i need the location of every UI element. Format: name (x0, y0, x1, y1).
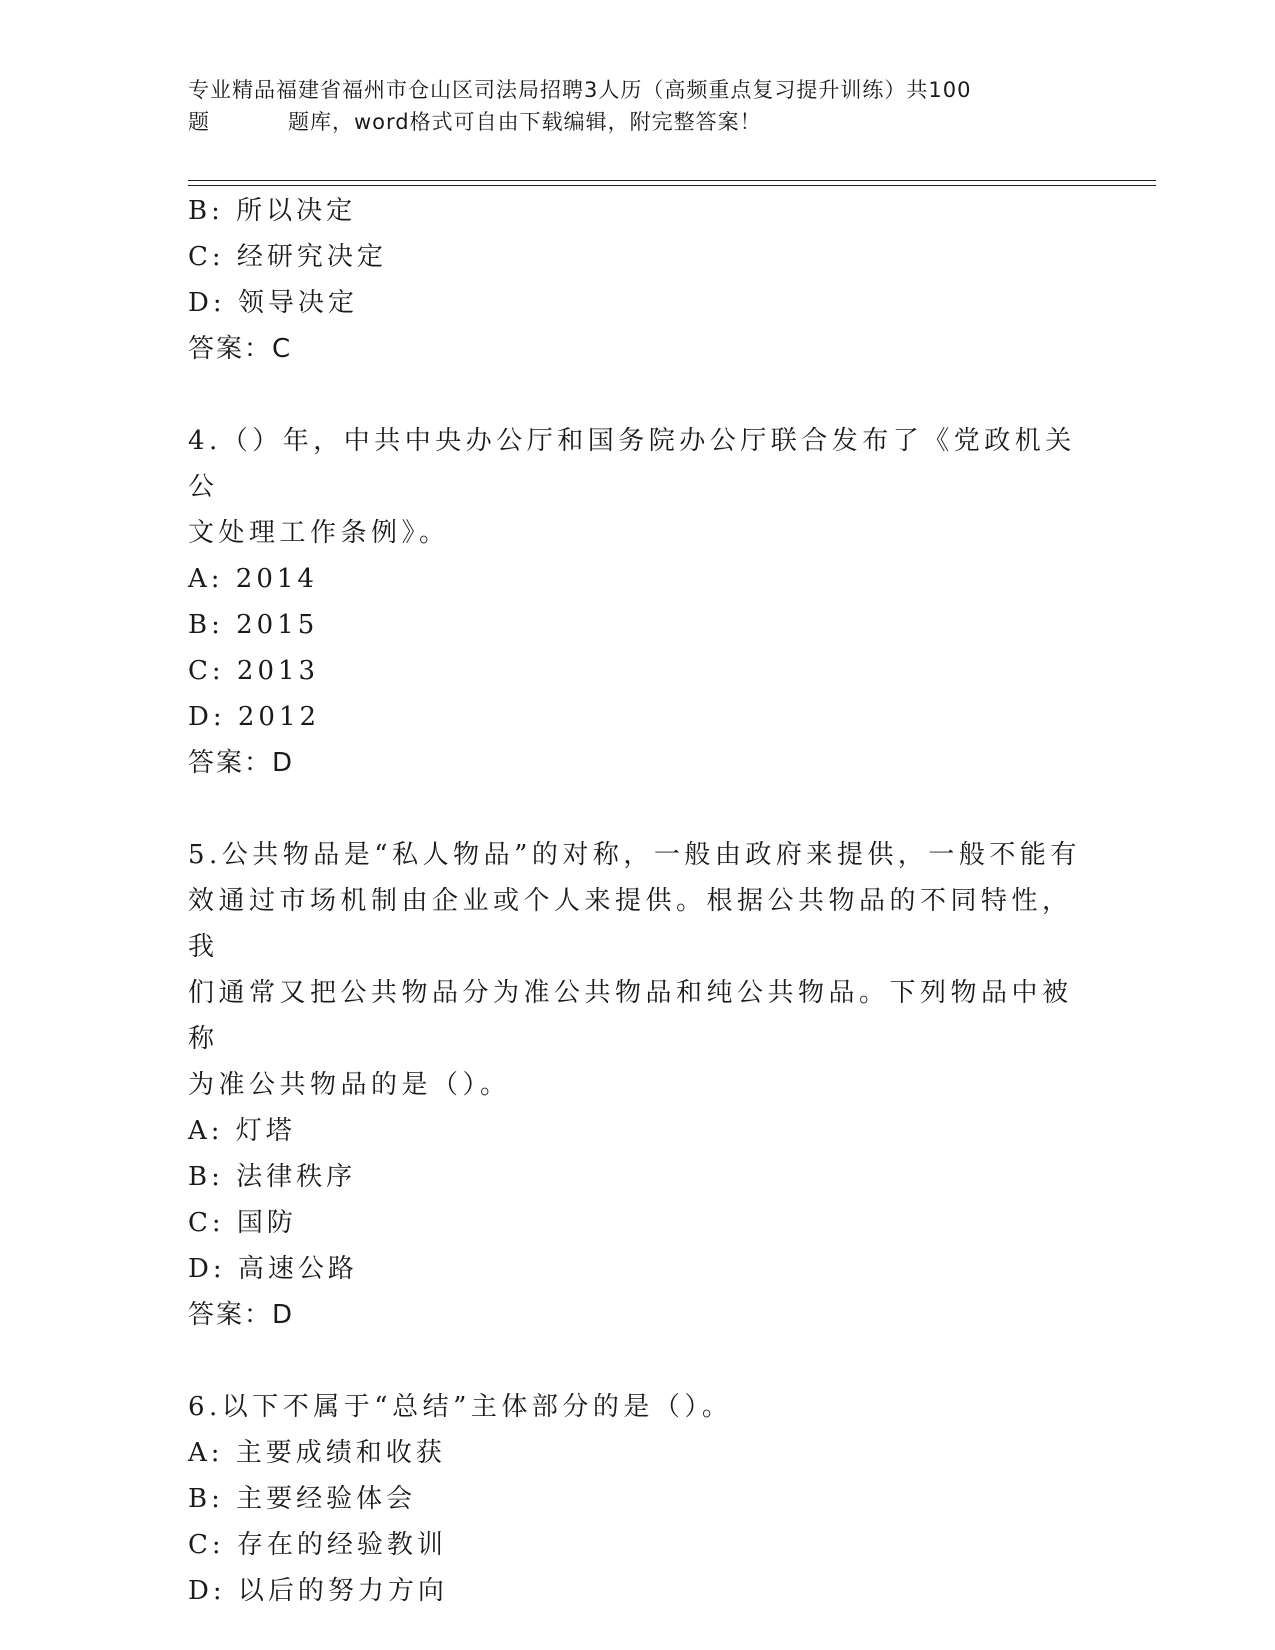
question-stem-line: 们通常又把公共物品分为准公共物品和纯公共物品。下列物品中被称 (188, 978, 1073, 1054)
question-stem-line: 4.（）年，中共中央办公厅和国务院办公厅联合发布了《党政机关公 (188, 426, 1076, 502)
header-divider-top (188, 180, 1156, 181)
question-stem-line: 6.以下不属于“总结”主体部分的是（）。 (188, 1392, 733, 1422)
option-a: A: 主要成绩和收获 (188, 1438, 446, 1468)
option-d: D: 以后的努力方向 (188, 1576, 448, 1606)
answer: 答案：C (188, 334, 293, 364)
spacer (188, 1338, 1088, 1384)
header-title-line2 (188, 106, 1088, 138)
document-header (188, 74, 1088, 138)
option-d: D: 高速公路 (188, 1254, 358, 1284)
question-stem (188, 418, 1088, 556)
header-title-line1: 专业精品福建省福州市仓山区司法局招聘3人历（高频重点复习提升训练）共100 (188, 78, 972, 102)
option-a: A: 2014 (188, 564, 318, 594)
question-stem-line: 为准公共物品的是（）。 (188, 1070, 511, 1100)
question-stem (188, 1384, 1088, 1430)
option-c: C: 经研究决定 (188, 242, 387, 272)
answer: 答案：D (188, 1300, 295, 1330)
option-c: C: 2013 (188, 656, 320, 686)
question-5 (188, 832, 1088, 1338)
question-6 (188, 1384, 1088, 1614)
spacer (188, 372, 1088, 418)
option-d: D: 2012 (188, 702, 321, 732)
spacer (188, 786, 1088, 832)
answer: 答案：D (188, 748, 295, 778)
question-list (188, 188, 1088, 1614)
option-a: A: 灯塔 (188, 1116, 296, 1146)
header-title-line2-lead: 题 (188, 110, 210, 134)
option-d: D: 领导决定 (188, 288, 358, 318)
header-title-line2-rest: 题库，word格式可自由下载编辑，附完整答案！ (288, 110, 762, 134)
question-stem-line: 效通过市场机制由企业或个人来提供。根据公共物品的不同特性，我 (188, 886, 1073, 962)
option-c: C: 存在的经验教训 (188, 1530, 447, 1560)
header-divider-bottom (188, 185, 1156, 186)
question-3 (188, 188, 1088, 372)
question-stem (188, 832, 1088, 1108)
option-c: C: 国防 (188, 1208, 297, 1238)
option-b: B: 所以决定 (188, 196, 357, 226)
option-b: B: 法律秩序 (188, 1162, 357, 1192)
option-b: B: 2015 (188, 610, 319, 640)
question-stem-line: 5.公共物品是“私人物品”的对称，一般由政府来提供，一般不能有 (188, 840, 1081, 870)
question-stem-line: 文处理工作条例》。 (188, 518, 450, 548)
question-4 (188, 418, 1088, 786)
option-b: B: 主要经验体会 (188, 1484, 417, 1514)
